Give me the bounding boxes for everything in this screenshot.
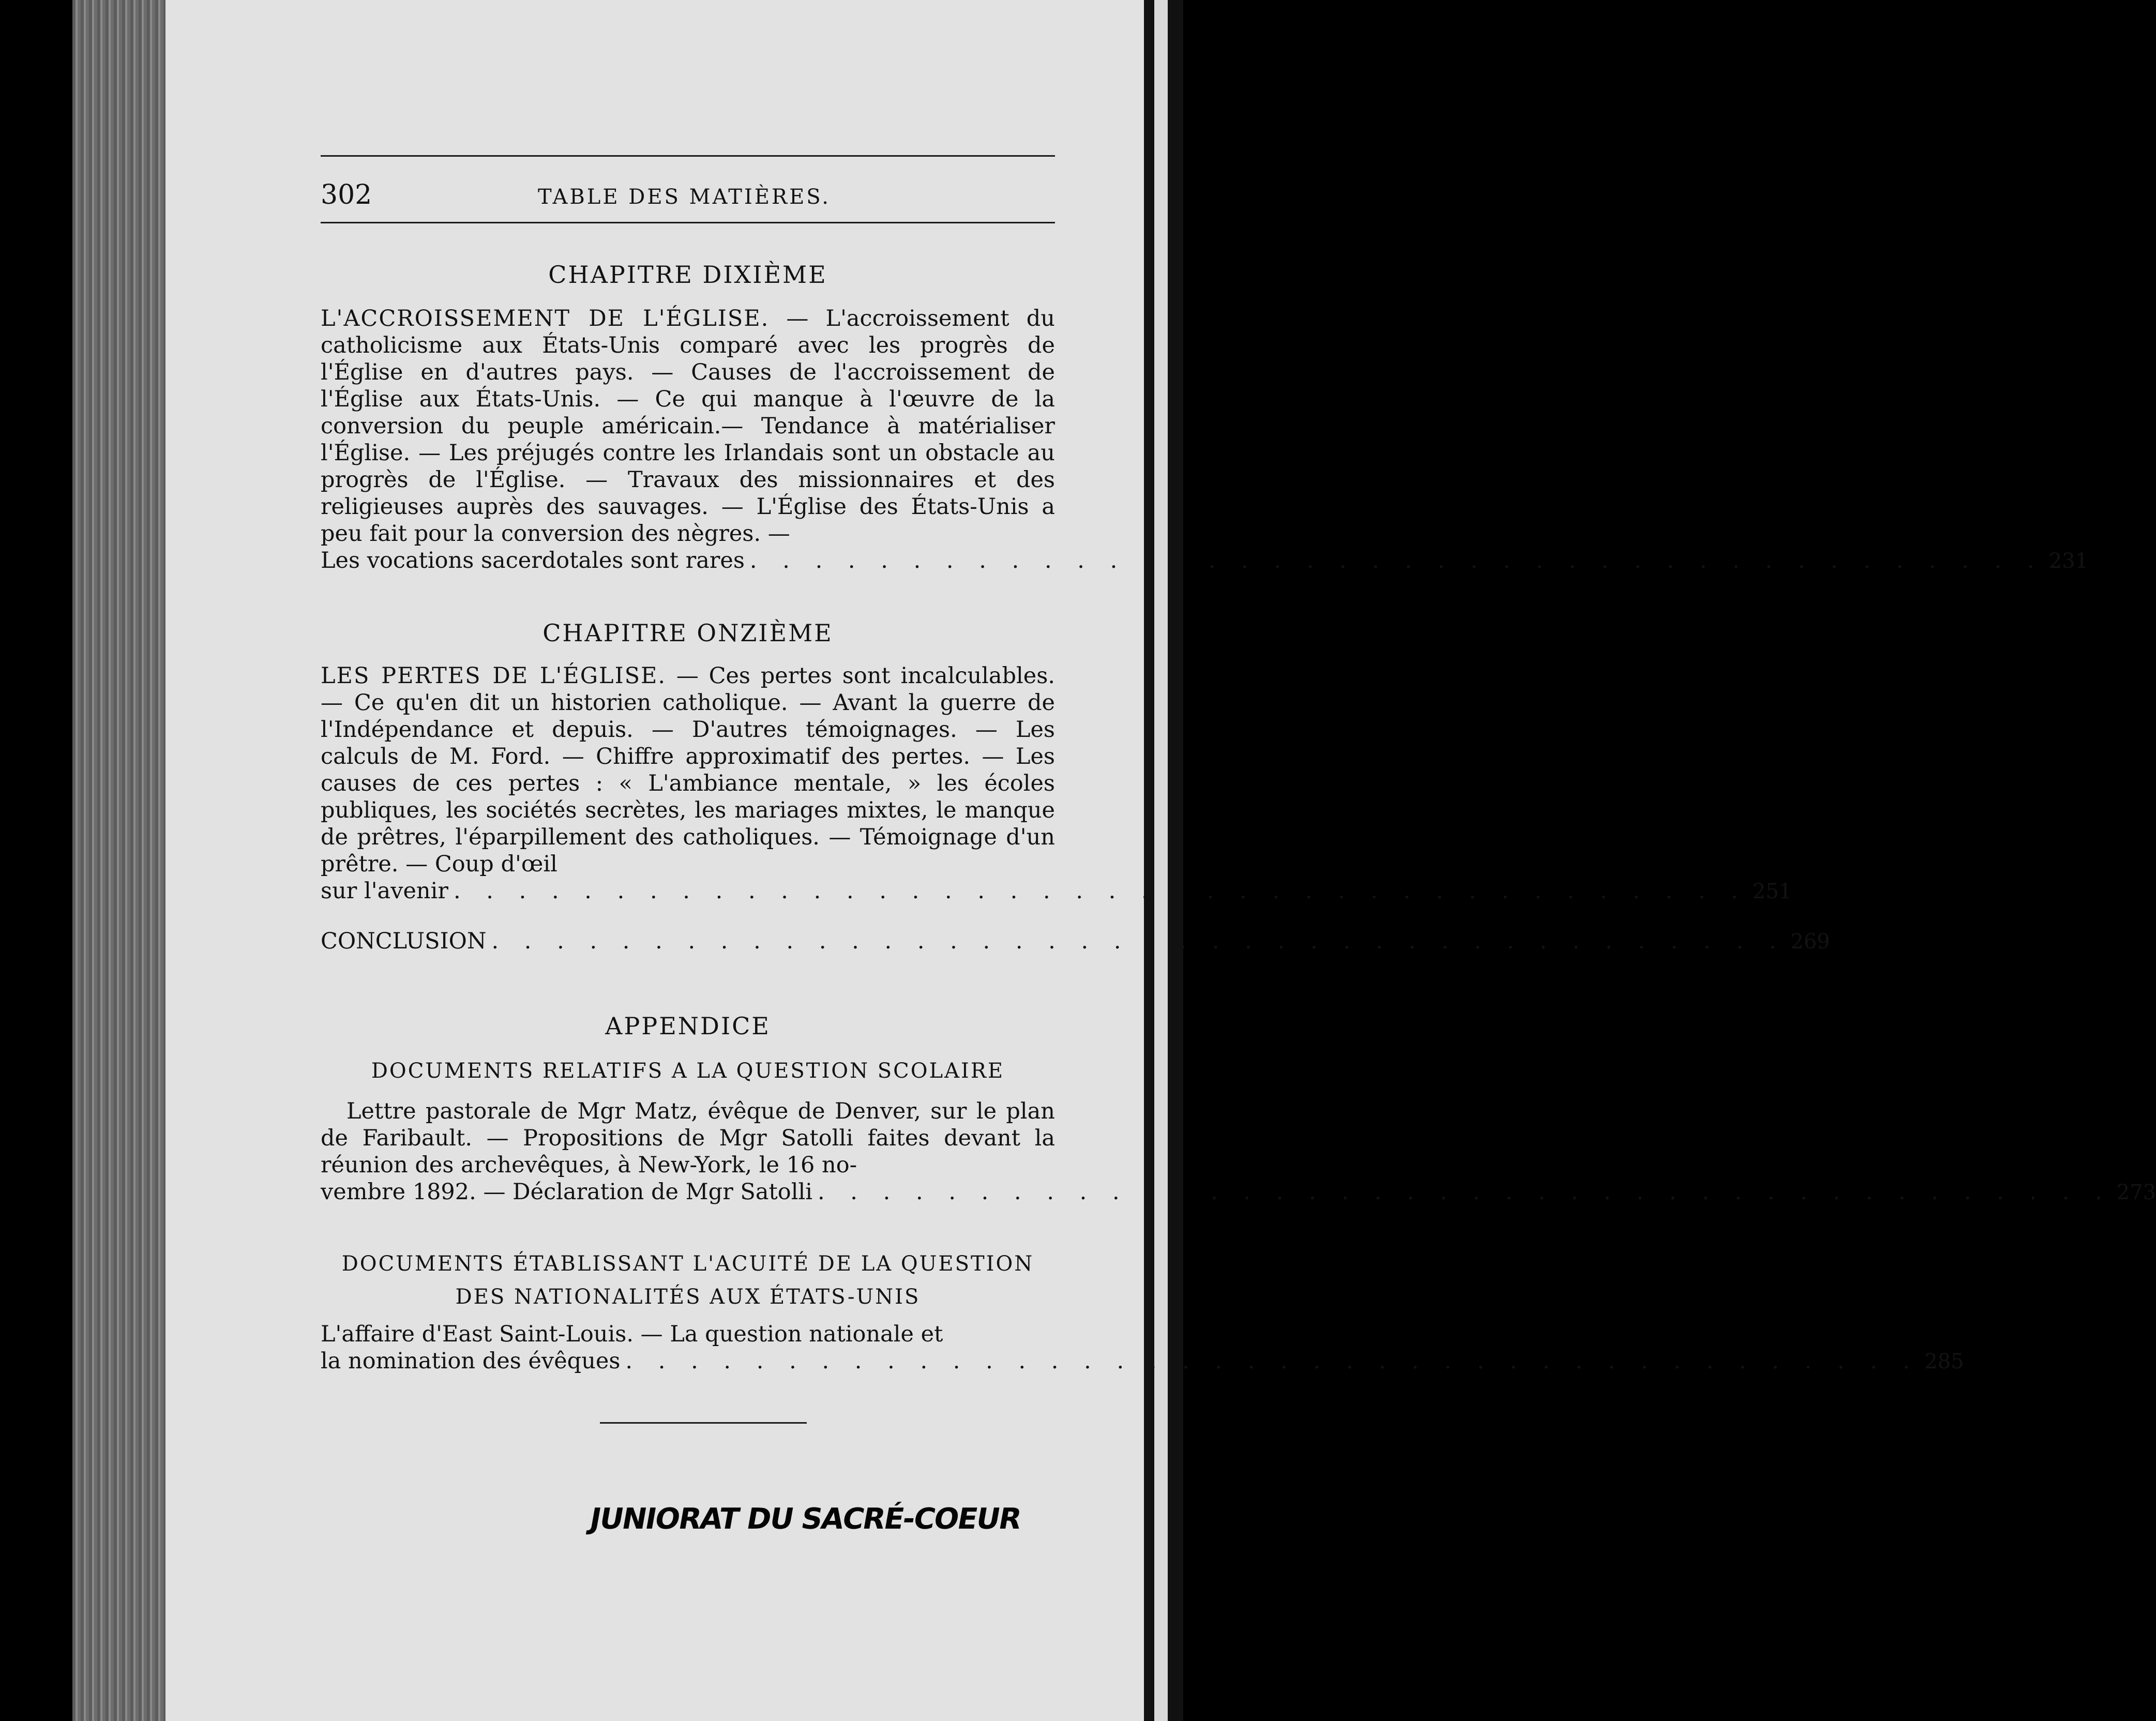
entry-last-line: Les vocations sacerdotales sont rares bbox=[321, 548, 745, 573]
section-heading-continued: DES NATIONALITÉS AUX ÉTATS-UNIS bbox=[455, 1285, 921, 1309]
entry-last-line: vembre 1892. — Déclaration de Mgr Satolli bbox=[321, 1179, 812, 1205]
dot-leader: . . . . . . . . . . . . . . . . . . . . . . . . . . . . . . . . . . . . . . . . bbox=[749, 548, 2044, 573]
chapter-title: CHAPITRE DIXIÈME bbox=[548, 261, 827, 289]
library-stamp bbox=[587, 1493, 1023, 1540]
dot-leader: . . . . . . . . . . . . . . . . . . . . . . . . . . . . . . . . . . . . . . . . bbox=[817, 1179, 2112, 1205]
chapter-text: — Ces pertes sont incalculables. — Ce qu'en dit un historien catholique. — Avant la guerre de l'Indépendance et depuis. — D'autres témoignages. — Les calculs de M. Ford. — Chiffre approximatif des pertes. — Les causes de ces pertes : « L'ambiance mentale, » les écoles publiques, les sociétés secrètes, les mariages mixtes, le manque de prêtres, l'éparpillement des catholiques. — Témoignage d'un prêtre. — Coup d'œil bbox=[321, 663, 1055, 877]
page-ref: 231 bbox=[2048, 549, 2089, 573]
chapter-summary bbox=[321, 305, 1055, 547]
page-edges bbox=[72, 0, 176, 1721]
dot-leader: . . . . . . . . . . . . . . . . . . . . . . . . . . . . . . . . . . . . . . . . bbox=[491, 928, 1786, 954]
chapter-entry bbox=[321, 619, 1792, 905]
toc-line bbox=[321, 1179, 2156, 1206]
section-heading: DOCUMENTS RELATIFS A LA QUESTION SCOLAIRE bbox=[371, 1059, 1005, 1083]
end-rule bbox=[600, 1422, 807, 1424]
running-title: TABLE DES MATIÈRES. bbox=[538, 185, 831, 209]
appendix-section bbox=[321, 1054, 2156, 1206]
appendix-title: APPENDICE bbox=[605, 1012, 771, 1040]
page-ref: 273 bbox=[2116, 1181, 2156, 1204]
appendix-section bbox=[321, 1247, 1964, 1375]
table-of-contents bbox=[321, 155, 2156, 1375]
toc-line bbox=[321, 1348, 1964, 1375]
dot-leader: . . . . . . . . . . . . . . . . . . . . . . . . . . . . . . . . . . . . . . . . bbox=[453, 878, 1747, 904]
conclusion-entry bbox=[321, 928, 1830, 955]
page-header bbox=[321, 157, 1055, 222]
page-ref: 251 bbox=[1752, 880, 1792, 903]
entry-last-line: sur l'avenir bbox=[321, 878, 448, 904]
toc-line bbox=[321, 547, 2089, 575]
chapter-text: — L'accroissement du catholicisme aux États-Unis comparé avec les progrès de l'Église en d'autres pays. — Causes de l'accroissement de l'Église aux États-Unis. — Ce qui manque à l'œuvre de la conversion du peuple américain.— Tendance à matérialiser l'Église. — Les préjugés contre les Irlandais sont un obstacle au progrès de l'Église. — Travaux des missionnaires et des religieuses auprès des sauvages. — L'Église des États-Unis a peu fait pour la conversion des nègres. — bbox=[321, 306, 1055, 547]
section-summary: L'affaire d'East Saint-Louis. — La question nationale et bbox=[321, 1321, 943, 1347]
page-number: 302 bbox=[321, 179, 372, 210]
page-ref: 285 bbox=[1924, 1350, 1964, 1373]
section-summary: Lettre pastorale de Mgr Matz, évêque de Denver, sur le plan de Faribault. — Propositions de Mgr Satolli faites devant la réunion des archevêques, à New-York, le 16 no- bbox=[321, 1098, 1055, 1178]
chapter-heading: LES PERTES DE L'ÉGLISE. bbox=[321, 663, 667, 689]
dot-leader: . . . . . . . . . . . . . . . . . . . . . . . . . . . . . . . . . . . . . . . . bbox=[625, 1348, 1920, 1374]
chapter-title: CHAPITRE ONZIÈME bbox=[542, 619, 833, 647]
chapter-summary bbox=[321, 662, 1055, 878]
book-binding-edge bbox=[1144, 0, 1183, 1721]
conclusion-label: CONCLUSION bbox=[321, 928, 487, 954]
stamp-text: JUNIORAT DU SACRÉ-COEUR bbox=[587, 1502, 1023, 1536]
page-ref: 269 bbox=[1790, 930, 1830, 954]
chapter-heading: L'ACCROISSEMENT DE L'ÉGLISE. bbox=[321, 306, 770, 331]
entry-last-line: la nomination des évêques bbox=[321, 1348, 621, 1374]
chapter-entry bbox=[321, 261, 2089, 575]
toc-line bbox=[321, 878, 1792, 905]
header-rule bbox=[321, 222, 1055, 223]
section-heading: DOCUMENTS ÉTABLISSANT L'ACUITÉ DE LA QUESTION bbox=[341, 1252, 1034, 1276]
